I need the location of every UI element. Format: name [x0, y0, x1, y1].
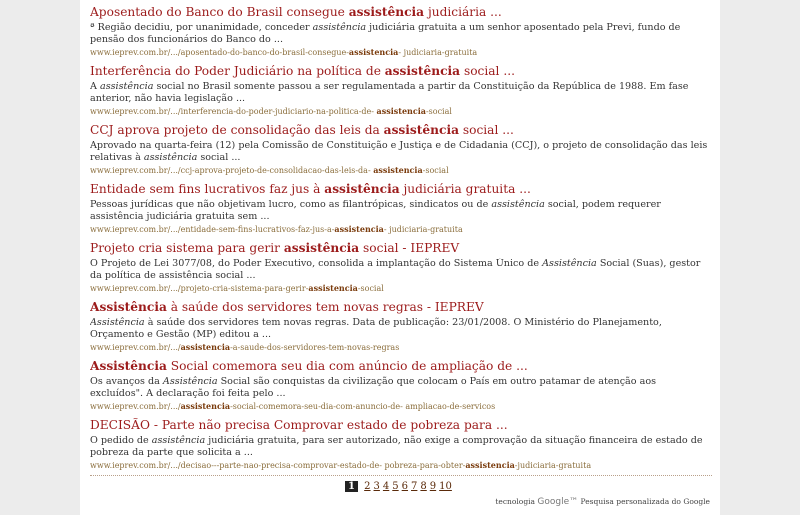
result-title-highlight: Assistência	[90, 300, 167, 314]
result-url-link[interactable]	[90, 47, 712, 58]
result-url-highlight: assistencia	[465, 460, 515, 470]
result-snippet-highlight: assistência	[312, 22, 367, 33]
result-snippet-highlight: Assistência	[162, 376, 218, 387]
result-url-link[interactable]	[90, 401, 712, 412]
result-url-text: -social-comemora-seu-dia-com-anuncio-de- ampliacao-de-servicos	[230, 402, 496, 411]
result-title-highlight: assistência	[324, 182, 400, 196]
page-link[interactable]: 9	[429, 481, 437, 492]
result-snippet-text: ª Região decidiu, por unanimidade, conceder	[90, 22, 313, 33]
result-title-text: DECISÃO - Parte não precisa Comprovar estado de pobreza para ...	[90, 418, 508, 432]
result-url-link[interactable]	[90, 460, 712, 471]
result-url-highlight: assistencia	[180, 342, 231, 352]
result-title-text: judiciária gratuita ...	[399, 182, 531, 196]
page-current: 1	[345, 481, 358, 492]
result-snippet-text: A	[90, 81, 100, 92]
result-snippet-highlight: assistência	[491, 199, 545, 210]
result-snippet-highlight: assistência	[151, 435, 206, 446]
result-title-text: à saúde dos servidores tem novas regras - IEPREV	[166, 300, 484, 314]
result-url-highlight: assistencia	[348, 47, 399, 57]
branding-suffix: Pesquisa personalizada do Google	[580, 497, 710, 506]
result-title-link[interactable]	[90, 182, 712, 197]
result-title-text: social ...	[458, 123, 514, 137]
result-snippet-text: O Projeto de Lei 3077/08, do Poder Executivo, consolida a implantação do Sistema Único de	[90, 258, 543, 269]
result-title-text: CCJ aprova projeto de consolidação das leis da	[90, 123, 384, 137]
result-title-link[interactable]	[90, 5, 712, 20]
search-result	[90, 64, 712, 123]
result-url-link[interactable]	[90, 224, 712, 235]
page-link[interactable]: 10	[439, 481, 452, 492]
result-url-link[interactable]	[90, 283, 712, 294]
result-url-text: www.ieprev.com.br/.../	[90, 343, 181, 352]
result-snippet-text: Aprovado na quarta-feira (12) pela Comissão de Constituição e Justiça e de Cidadania (CCJ), o projeto de consolidação das leis relativas à	[90, 140, 708, 163]
result-snippet-text: social ...	[197, 152, 241, 163]
result-url-text: - judiciaria-gratuita	[383, 225, 463, 234]
page-link[interactable]: 3	[373, 481, 380, 492]
result-snippet-text: à saúde dos servidores tem novas regras. Data de publicação: 23/01/2008. O Ministério do Planejamento, Orçamento e Gestão (MP) editou a ...	[90, 317, 662, 340]
result-snippet-text: Pessoas jurídicas que não objetivam lucro, como as filantrópicas, sindicatos ou de	[90, 199, 492, 210]
google-logo: Google™	[537, 497, 579, 507]
result-title-highlight: Assistência	[90, 359, 167, 373]
result-url-text: -social	[425, 107, 452, 116]
search-result	[90, 182, 712, 241]
search-result	[90, 359, 712, 418]
results-panel	[80, 0, 720, 515]
result-title-link[interactable]	[90, 241, 712, 256]
result-url-highlight: assistencia	[334, 224, 384, 234]
search-results-list	[90, 5, 712, 477]
result-snippet	[90, 258, 712, 282]
result-url-highlight: assistencia	[376, 106, 426, 116]
result-url-text: www.ieprev.com.br/.../interferencia-do-poder-judiciario-na-politica-de-	[90, 107, 377, 116]
result-snippet	[90, 376, 712, 400]
page-link[interactable]: 7	[411, 481, 418, 492]
result-title-text: Social comemora seu dia com anúncio de ampliação de ...	[166, 359, 528, 373]
result-snippet-text: judiciária gratuita a um senhor aposentado pela Previ, fundo de pensão dos funcionários do Banco do ...	[90, 22, 681, 45]
result-snippet-text: judiciária gratuita, para ser autorizado, não exige a comprovação da situação financeira de estado de pobreza da parte que solicita a ...	[90, 435, 703, 458]
result-snippet-highlight: Assistência	[542, 258, 597, 269]
result-url-highlight: assistencia	[180, 401, 231, 411]
search-result	[90, 123, 712, 182]
search-result	[90, 5, 712, 64]
result-snippet	[90, 81, 712, 105]
page-link[interactable]: 2	[364, 481, 371, 492]
result-snippet	[90, 435, 712, 459]
page-link[interactable]: 6	[401, 481, 409, 492]
result-title-text: Entidade sem fins lucrativos faz jus à	[90, 182, 325, 196]
result-url-text: -a-saude-dos-servidores-tem-novas-regras	[230, 343, 400, 352]
page-link[interactable]: 5	[392, 481, 399, 492]
result-title-highlight: assistência	[348, 5, 425, 19]
google-branding	[495, 497, 710, 507]
result-title-text: Interferência do Poder Judiciário na política de	[90, 64, 385, 78]
result-title-link[interactable]	[90, 418, 712, 433]
result-title-highlight: assistência	[383, 123, 459, 137]
result-snippet	[90, 140, 712, 164]
result-snippet	[90, 22, 712, 46]
result-url-text: -social	[357, 284, 384, 293]
result-url-text: www.ieprev.com.br/.../	[90, 402, 181, 411]
search-result	[90, 300, 712, 359]
result-url-text: www.ieprev.com.br/.../decisao---parte-nao-precisa-comprovar-estado-de- pobreza-para-obter-	[90, 461, 466, 470]
result-title-link[interactable]	[90, 300, 712, 315]
result-snippet-text: social, podem requerer assistência judiciária gratuita sem ...	[90, 199, 661, 222]
result-snippet-text: O pedido de	[90, 435, 152, 446]
result-url-link[interactable]	[90, 342, 712, 353]
result-snippet	[90, 317, 712, 341]
search-result	[90, 241, 712, 300]
result-snippet-text: social no Brasil somente passou a ser regulamentada a partir da Constituição da República de 1988. Em fase anterior, não havia legislação ...	[90, 81, 689, 104]
result-url-text: www.ieprev.com.br/.../projeto-cria-sistema-para-gerir-	[90, 284, 309, 293]
result-url-text: -judiciaria-gratuita	[514, 461, 592, 470]
result-snippet-text: Os avanços da	[90, 376, 163, 387]
result-title-text: social ...	[460, 64, 515, 78]
result-title-highlight: assistência	[283, 241, 360, 255]
result-url-text: www.ieprev.com.br/.../ccj-aprova-projeto-de-consolidacao-das-leis-da-	[90, 166, 374, 175]
result-title-link[interactable]	[90, 64, 712, 79]
result-url-text: www.ieprev.com.br/.../aposentado-do-banco-do-brasil-consegue-	[90, 48, 349, 57]
results-divider	[90, 475, 712, 476]
branding-prefix: tecnologia	[495, 497, 535, 506]
page-link[interactable]: 8	[420, 481, 427, 492]
result-snippet-text: Social são conquistas da civilização que colocam o País em outro patamar de atenção aos excluídos". A declaração foi feita pelo ...	[90, 376, 657, 399]
result-snippet-highlight: assistência	[143, 152, 198, 163]
pagination	[345, 481, 455, 495]
result-snippet-highlight: Assistência	[90, 317, 145, 328]
result-snippet-text: Social (Suas), gestor da política de assistência social ...	[90, 258, 701, 281]
result-url-highlight: assistencia	[308, 283, 358, 293]
search-result	[90, 418, 712, 477]
result-title-text: judiciária ...	[424, 5, 502, 19]
result-title-link[interactable]	[90, 123, 712, 138]
result-snippet	[90, 199, 712, 223]
result-url-text: www.ieprev.com.br/.../entidade-sem-fins-lucrativos-faz-jus-a-	[90, 225, 335, 234]
result-url-highlight: assistencia	[373, 165, 423, 175]
result-url-link[interactable]	[90, 165, 712, 176]
page-link[interactable]: 4	[382, 481, 390, 492]
result-title-text: Aposentado do Banco do Brasil consegue	[90, 5, 349, 19]
result-title-highlight: assistência	[384, 64, 461, 78]
result-title-text: social - IEPREV	[359, 241, 460, 255]
result-title-text: Projeto cria sistema para gerir	[90, 241, 284, 255]
result-title-link[interactable]	[90, 359, 712, 374]
result-url-text: - judiciaria-gratuita	[398, 48, 478, 57]
result-url-text: -social	[422, 166, 449, 175]
result-snippet-highlight: assistência	[99, 81, 154, 92]
result-url-link[interactable]	[90, 106, 712, 117]
